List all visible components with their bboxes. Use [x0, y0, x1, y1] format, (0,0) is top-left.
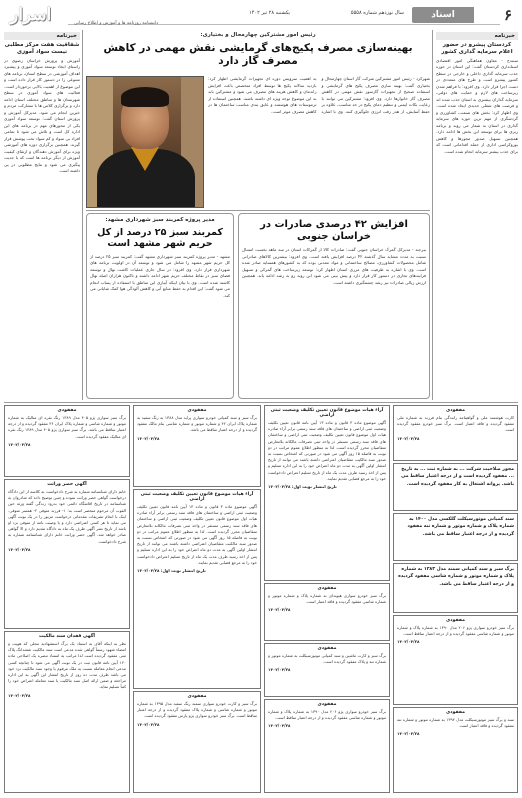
ad-title: آگهی حصر وراثت: [47, 482, 87, 487]
ad-body: برگ سبز سواری پژو ۴۰۵ مدل ۱۳۸۹ رنگ نقره ای متالیک به شماره موتور و شماره شاسی و شماره پلاک ایران ۳۶ مفقود گردیده و از درجه اعتبار ساقط می باشد. برگ سبز سواری پژو ۴۰۵ مدل ۱۳۸۹ رنگ نقره ای متالیک مفقود گردیده است.: [8, 415, 127, 439]
tagline: دانشنامه روزنامه ها و آموزش و اطلاع رسانی: [74, 21, 159, 26]
lead-story-header: [86, 32, 430, 72]
classified-ad[interactable]: [264, 583, 390, 641]
story-headline[interactable]: کمربند سبز ۲۵ درصد از کل حریم شهر مشهد است: [97, 227, 223, 250]
green-belt-story: [86, 213, 234, 399]
portrait-photo: [86, 76, 204, 208]
classified-ad[interactable]: [393, 513, 518, 561]
column-title: خبرنامه: [436, 32, 518, 40]
ad-date: ۱۴۰۲/۰۴/۲۸: [268, 667, 291, 673]
ad-date: ۱۴۰۲/۰۴/۲۸: [397, 731, 420, 737]
classified-ad[interactable]: [133, 489, 261, 689]
classified-ad[interactable]: [264, 643, 390, 697]
ad-date: ۱۴۰۲/۰۴/۲۸: [137, 721, 160, 727]
classified-ad[interactable]: [4, 631, 130, 793]
classified-ad[interactable]: [264, 405, 390, 581]
ad-date: ۱۴۰۲/۰۴/۲۸: [397, 639, 420, 645]
ad-date: ۱۴۰۲/۰۴/۲۸: [8, 441, 31, 447]
issue-date: یکشنبه ۲۸ تیر ۱۴۰۲: [249, 10, 290, 16]
lead-kicker: رئیس امور مشترکین چهارمحال و بختیاری:: [200, 32, 316, 38]
newspaper-logo[interactable]: اسرار: [10, 5, 52, 25]
ad-title: آراء هیات موضوع قانون تعیین تکلیف وضعیت ثبتی اراضی: [140, 492, 254, 502]
ad-date: ۱۴۰۲/۰۴/۲۸: [8, 546, 31, 552]
ad-body: مجوز صلاحیت شرکت ... به شماره ثبت ... به تاریخ ... مفقود گردیده است و از درجه اعتبار ساقط می باشد. پروانه اشتغال به کار مفقود گردیده است.: [401, 467, 514, 487]
lead-headline[interactable]: بهینه‌سازی مصرف پکیج‌های گرمایشی نقش مهمی در کاهش مصرف گاز دارد: [103, 42, 413, 67]
ad-title: مفقودی: [446, 408, 465, 413]
classified-ad[interactable]: [133, 405, 261, 487]
issue-number: سال نوزدهم شماره ۵۵۵۸: [350, 10, 404, 16]
ad-body: برگ سبز و کارت ماشین و سند کمپانی موتورسیکلت به شماره موتور و شماره تنه و پلاک مفقود گردیده است.: [268, 653, 386, 665]
ad-date: تاریخ انتشار نوبت اول: ۱۴۰۲/۰۴/۲۸: [268, 483, 337, 489]
classified-ad[interactable]: [133, 691, 261, 793]
ad-body: برگ سبز و سند کمپانی خودرو سواری پراید مدل ۱۳۸۸ به رنگ سفید به شماره پلاک ایران ۴۲ و شماره موتور و شماره شاسی بنام مالک مفقود گردیده و از درجه اعتبار ساقط می باشد.: [137, 415, 257, 433]
ad-title: مفقودی: [317, 646, 337, 651]
left-news-column: [4, 32, 80, 400]
classified-ad[interactable]: [393, 463, 518, 511]
story-divider: [86, 210, 430, 211]
classified-ad[interactable]: [393, 615, 518, 705]
classified-ad[interactable]: [4, 405, 130, 477]
ad-date: ۱۴۰۲/۰۴/۲۸: [8, 692, 31, 698]
page-number: ۶: [503, 6, 513, 24]
classified-ad[interactable]: [264, 699, 390, 793]
column-title: خبرنامه: [4, 32, 80, 40]
lead-body-text: شهرکرد - رئیس امور مشترکین شرکت گاز استان چهارمحال و بختیاری گفت: بهینه سازی مصرف پکیج های گرمایشی و استفاده صحیح از تجهیزات گازسوز نقش مهمی در کاهش مصرف گاز خانوارها دارد. وی افزود: مشترکین می توانند با رعایت نکات ایمنی و تنظیم دمای پکیج در حد مناسب، علاوه بر حفظ آسایش، از هدر رفت انرژی جلوگیری کنند. وی با اشاره به اهمیت سرویس دوره ای تجهیزات گرمایشی اظهار کرد: بازدید سالانه پکیج ها توسط افراد متخصص باعث افزایش راندمان و کاهش هزینه های مصرف می شود و مشترکین باید به این موضوع توجه ویژه ای داشته باشند. همچنین استفاده از ترموستات های هوشمند و عایق بندی مناسب ساختمان ها در کاهش مصرف موثر است.: [208, 76, 430, 114]
ad-body: آگهی موضوع ماده ۳ قانون و ماده ۱۳ آیین نامه قانون تعیین تکلیف وضعیت ثبتی اراضی و ساختمان های فاقد سند رسمی برابر آراء صادره هیات اول موضوع قانون تعیین تکلیف وضعیت ثبتی اراضی و ساختمان های فاقد سند رسمی مستقر در واحد ثبتی تصرفات مالکانه بلامعارض متقاضیان محرز گردیده است. لذا به منظور اطلاع عموم مراتب در دو نوبت به فاصله ۱۵ روز آگهی می شود در صورتی که اشخاص نسبت به صدور سند مالکیت متقاضیان اعتراضی داشته باشند می توانند از تاریخ انتشار اولین آگهی به مدت دو ماه اعتراض خود را به این اداره تسلیم و پس از اخذ رسید ظرف مدت یک ماه از تاریخ تسلیم اعتراض دادخواست خود را به مرجع قضایی تقدیم نمایند.: [137, 504, 258, 565]
story-body: بیرجند - مدیرکل گمرک خراسان جنوبی گفت: صادرات کالا از گمرکات استان در سه ماهه نخست امسال نسبت به مدت مشابه سال گذشته ۴۲ درصد افزایش یافته است. وی افزود: بیشترین کالاهای صادراتی شامل محصولات کشاورزی، مصالح ساختمانی و مواد معدنی بوده که به کشورهای همسایه صادر شده است. وی با اشاره به ظرفیت های مرزی استان اظهار کرد: توسعه زیرساخت های گمرکی و تسهیل فرایندهای تجاری در دستور کار قرار دارد و پیش بینی می شود این روند رو به رشد ادامه یابد. همچنین ارزش ریالی صادرات نیز رشد چشمگیری داشته است.: [242, 247, 426, 285]
ad-title: مفقودی: [446, 618, 465, 623]
ad-body: برگ سبز و کارت خودرو سواری سمند رنگ سفید مدل ۱۳۹۵ به شماره موتور و شماره شاسی و شماره پلاک مفقود گردیده و از درجه اعتبار ساقط است. برگ سبز خودرو سواری پژو پارس مفقود گردیده است.: [137, 701, 257, 719]
ad-body: برگ سبز خودرو سواری هیوندای به شماره پلاک و شماره موتور و شماره شاسی مفقود گردیده و فاقد اعتبار است.: [268, 593, 386, 605]
column-divider: [432, 30, 433, 400]
ad-body: برگ سبز و سند کمپانی سمند مدل ۱۳۸۳ به شماره پلاک و شماره موتور و شماره شاسی مفقود گردیده و از درجه اعتبار ساقط می باشد.: [398, 567, 514, 587]
ad-title: آگهی فقدان سند مالکیت: [39, 634, 95, 639]
ad-title: مفقودی: [317, 702, 337, 707]
ad-title: مفقودی: [187, 408, 207, 413]
masthead: [4, 4, 518, 28]
ad-title: مفقودی: [57, 408, 77, 413]
ad-date: ۱۴۰۲/۰۴/۲۸: [268, 607, 291, 613]
classified-ad[interactable]: [393, 707, 518, 793]
column-divider: [82, 30, 83, 400]
right-news-column: [436, 32, 518, 400]
ad-body: نظر به اینکه آقای به استناد یک برگ استشهادیه محلی که هویت و امضاء شهود رسماً گواهی شده مدعی است سند مالکیت ششدانگ پلاک ثبتی مفقود گردیده است لذا مراتب به استناد تبصره یک اصلاحی ماده ۱۲۰ آیین نامه قانون ثبت در یک نوبت آگهی می شود تا چنانچه کسی مدعی انجام معامله نسبت به ملک مرقوم یا وجود سند مالکیت نزد خود می باشد ظرف مدت ده روز از تاریخ انتشار این آگهی به این اداره مراجعه و ضمن ارائه اصل سند مالکیت یا سند معامله اعتراض خود را کتباً تسلیم نماید.: [8, 641, 126, 690]
story-body: مشهد - مدیر پروژه کمربند سبز شهرداری مشهد گفت: کمربند سبز ۲۵ درصد از کل حریم شهر مشهد را شامل می شود و توسعه آن در اولویت برنامه های شهرداری قرار دارد. وی افزود: در سال جاری عملیات کاشت نهال و توسعه فضای سبز در نقاط مختلف حریم شهر ادامه داشته و تاکنون هزاران اصله نهال کاشته شده است. وی با بیان اینکه آبیاری این مناطق با استفاده از پساب انجام می شود گفت: این اقدام به حفظ منابع آبی و کاهش آلودگی هوا کمک شایانی می کند.: [90, 253, 230, 298]
ad-body: خانم دارای شناسنامه شماره به شرح دادخواست به کلاسه از این دادگاه درخواست گواهی حصر وراثت نموده و چنین توضیح داده که شادروان به شناسنامه در تاریخ اقامتگاه دائمی خود بدرود زندگی گفته ورثه حین الفوت آن مرحوم منحصر است به: ۱- فرزند متوفی ۲- همسر متوفی. اینک با انجام تشریفات مقدماتی درخواست مزبور را در یک نوبت آگهی می نماید تا هر کسی اعتراضی دارد و یا وصیت نامه از متوفی نزد او باشد از تاریخ نشر آگهی ظرف یک ماه به دادگاه تقدیم دارد و الا گواهی صادر خواهد شد. آگهی حصر وراثت خانم دارای شناسنامه شماره به شرح دادخواست.: [8, 489, 126, 544]
ad-body: سند و برگ سبز موتورسیکلت مدل ۱۳۹۴ به شماره موتور و شماره تنه مفقود گردیده و فاقد اعتبار است.: [397, 717, 514, 729]
ad-body: برگ سبز خودرو سواری پژو ۲۰۶ مدل ۱۳۹۰ به شماره پلاک و شماره موتور و شماره شاسی مفقود گردیده و از درجه اعتبار ساقط است.: [397, 625, 514, 637]
ad-body: سند کمپانی موتورسیکلت گلکسی مدل ۱۴۰۰ به شماره پلاک و شماره موتور و شماره تنه مفقود گردیده و از درجه اعتبار ساقط می باشد.: [407, 517, 514, 537]
column-subhead: کردستان پیشرو در حضور اعلام سرمایه گذاری کشور: [441, 42, 513, 55]
classified-ad[interactable]: [4, 479, 130, 629]
story-kicker: مدیر پروژه کمربند سبز شهرداری مشهد:: [105, 217, 215, 223]
section-divider: [4, 402, 518, 403]
classified-ad[interactable]: [393, 563, 518, 613]
column-body: آموزش و پرورش خراسان رضوی در راستای ایجاد توسعه سواد آموزی و پیشبرد اهداف آموزشی در سطح استان، برنامه های متنوعی را در دستور کار قرار داده است و این موضوع از اهمیت بالایی برخوردار است. فعالیت های سواد آموزی در سطح شهرستان ها و مناطق مختلف استان ادامه دارد و برگزاری کلاس ها با مشارکت مردم و خیرین انجام می شود. مدیرکل آموزش و پرورش استان گفت: توسعه سواد آموزی یکی از محورهای مهم در برنامه های این اداره کل است و تلاش می شود تا تمامی افراد بی سواد و کم سواد تحت پوشش قرار گیرند. همچنین برگزاری دوره های آموزشی ویژه برای آموزش دهندگان و ارتقای کیفیت آموزش از دیگر برنامه ها است که با جدیت پیگیری می شود و نتایج مطلوبی در پی داشته است.: [4, 57, 80, 174]
ad-body: برگ سبز خودرو سواری پژو ۲۰۶ مدل ۱۳۹۰ به شماره پلاک و شماره موتور و شماره شاسی مفقود گردیده و از درجه اعتبار ساقط است.: [268, 709, 386, 721]
story-headline[interactable]: افزایش ۴۲ درصدی صادرات در خراسان جنوبی: [260, 219, 408, 242]
header-bar: [68, 7, 500, 25]
ad-body: کارت هوشمند ملی و گواهینامه رانندگی بنام فرزند به شماره ملی مفقود گردیده و فاقد اعتبار است. برگ سبز خودرو مفقود گردیده است.: [397, 415, 514, 433]
ad-date: ۱۴۰۲/۰۴/۲۸: [268, 723, 291, 729]
column-subhead: شفافیت هفت مرکز مطلبی نیست سواد آموزی: [4, 42, 80, 55]
lead-story-body: [208, 76, 430, 208]
exports-story: [238, 213, 430, 399]
ad-title: مفقودی: [187, 694, 207, 699]
ad-date: تاریخ انتشار نوبت اول: ۱۴۰۲/۰۴/۲۸: [137, 567, 206, 573]
column-body: سنندج - معاون هماهنگی امور اقتصادی استانداری کردستان گفت: این استان در حوزه جذب سرمایه گذاری داخلی و خارجی در سطح کشور پیشرو است و طرح های متعددی در دست اجرا قرار دارد. وی افزود: با فراهم شدن زیرساخت های لازم و حمایت های دولتی، سرمایه گذاران بیشتری به استان جذب شده اند و فرصت های شغلی جدیدی ایجاد شده است. وی اظهار کرد: بخش های صنعت، کشاورزی و گردشگری از مهم ترین حوزه های سرمایه گذاری در استان به شمار می روند و برنامه ریزی ها برای توسعه این بخش ها ادامه دارد. همچنین تسهیل صدور مجوزها و کاهش بوروکراسی اداری از جمله اقداماتی است که برای جذب بیشتر سرمایه انجام شده است.: [436, 57, 518, 154]
ad-date: ۱۴۰۲/۰۴/۲۸: [137, 435, 160, 441]
section-label: اسناد: [412, 7, 474, 23]
ad-date: ۱۴۰۲/۰۴/۲۸: [397, 435, 420, 441]
ad-title: آراء هیات موضوع قانون تعیین تکلیف وضعیت ثبتی اراضی: [270, 408, 384, 418]
classified-ad[interactable]: [393, 405, 518, 461]
ad-body: آگهی موضوع ماده ۳ قانون و ماده ۱۳ آیین نامه قانون تعیین تکلیف وضعیت ثبتی اراضی و ساختمان های فاقد سند رسمی برابر آراء صادره هیات اول موضوع قانون تعیین تکلیف وضعیت ثبتی اراضی و ساختمان های فاقد سند رسمی مستقر در واحد ثبتی تصرفات مالکانه بلامعارض متقاضیان محرز گردیده است. لذا به منظور اطلاع عموم مراتب در دو نوبت به فاصله ۱۵ روز آگهی می شود در صورتی که اشخاص نسبت به صدور سند مالکیت متقاضیان اعتراضی داشته باشند می توانند از تاریخ انتشار اولین آگهی به مدت دو ماه اعتراض خود را به این اداره تسلیم و پس از اخذ رسید ظرف مدت یک ماه از تاریخ تسلیم اعتراض دادخواست خود را به مرجع قضایی تقدیم نمایند.: [268, 420, 386, 481]
ad-title: مفقودی: [446, 710, 465, 715]
ad-title: مفقودی: [317, 586, 337, 591]
